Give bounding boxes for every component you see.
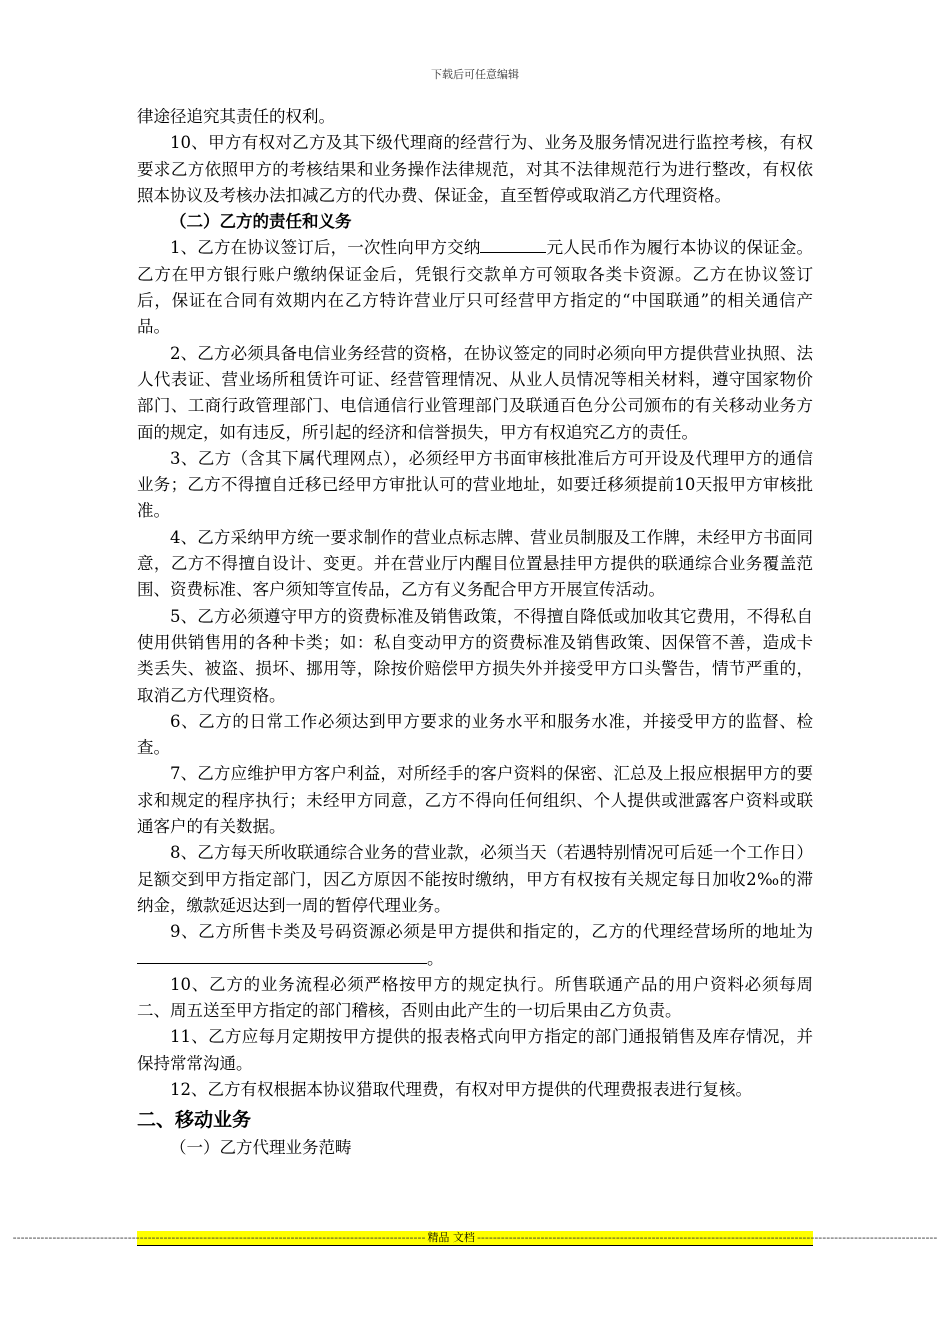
subsection-heading-scope: （一）乙方代理业务范畴 [170,1138,352,1158]
clause-a10: 10、甲方有权对乙方及其下级代理商的经营行为、业务及服务情况进行监控考核，有权要求乙方依照甲方的考核结果和业务操作法律规范，对其不法律规范行为进行整改，有权依照本协议及考核办法扣减乙方的代办费、保证金，直至暂停或取消乙方代理资格。 [137,133,813,205]
subsection-heading-b: （二）乙方的责任和义务 [170,212,352,232]
business-address-blank[interactable] [137,946,427,964]
clause-b4: 4、乙方采纳甲方统一要求制作的营业点标志牌、营业员制服及工作牌，未经甲方书面同意，乙方不得擅自设计、变更。并在营业厅内醒目位置悬挂甲方提供的联通综合业务覆盖范围、资费标准、客户须知等宣传品，乙方有义务配合甲方开展宣传活动。 [137,527,813,600]
clause-b11: 11、乙方应每月定期按甲方提供的报表格式向甲方指定的部门通报销售及库存情况，并保持常常沟通。 [137,1027,813,1073]
clause-b1-text-end: 元人民币作为履行本协议的保证金。乙方在甲方银行账户缴纳保证金后，凭银行交款单方可领取各类卡资源。乙方在协议签订后，保证在合同有效期内在乙方特许营业厅只可经营甲方指定的“中国联通”的相关通信产品。 [137,238,813,337]
document-body [137,104,813,1162]
clause-b5: 5、乙方必须遵守甲方的资费标准及销售政策，不得擅自降低或加收其它费用，不得私自使用供销售用的各种卡类；如：私自变动甲方的资费标准及销售政策、因保管不善，造成卡类丢失、被盗、损坏、挪用等，除按价赔偿甲方损失外并接受甲方口头警告，情节严重的，取消乙方代理资格。 [137,606,813,705]
clause-b2: 2、乙方必须具备电信业务经营的资格，在协议签定的同时必须向甲方提供营业执照、法人代表证、营业场所租赁许可证、经营管理情况、从业人员情况等相关材料，遵守国家物价部门、工商行政管理部门、电信通信行业管理部门及联通百色分公司颁布的有关移动业务方面的规定，如有违反，所引起的经济和信誉损失，甲方有权追究乙方的责任。 [137,343,813,442]
footer-dashes-right: -------------------------------------------------------------------------------------------------------------------- [476,1231,938,1244]
clause-b9-text-end: 。 [427,948,444,968]
clause-b8: 8、乙方每天所收联通综合业务的营业款，必须当天（若遇特别情况可后延一个工作日）足额交到甲方指定部门，因乙方原因不能按时缴纳，甲方有权按有关规定每日加收2‰的滞纳金，缴款延迟达到一周的暂停代理业务。 [137,843,813,915]
clause-b9 [137,919,813,972]
clause-b1 [137,235,813,340]
clause-b6: 6、乙方的日常工作必须达到甲方要求的业务水平和服务水准，并接受甲方的监督、检查。 [137,711,813,758]
footer-dashes-left: -------------------------------------------------------------------------------------------------------- [12,1231,426,1244]
deposit-amount-blank[interactable] [480,236,546,254]
page-header: 下载后可任意编辑 [431,68,519,81]
clause-b7: 7、乙方应维护甲方客户利益，对所经手的客户资料的保密、汇总及上报应根据甲方的要求和规定的程序执行；未经甲方同意，乙方不得向任何组织、个人提供或泄露客户资料或联通客户的有关数据。 [137,764,813,837]
clause-b12: 12、乙方有权根据本协议猎取代理费，有权对甲方提供的代理费报表进行复核。 [170,1079,752,1099]
clause-b9-text-start: 9、乙方所售卡类及号码资源必须是甲方提供和指定的，乙方的代理经营场所的地址为 [170,922,813,942]
footer-band [12,1231,938,1246]
footer-mark: 精品 文档 [427,1231,475,1244]
clause-b3: 3、乙方（含其下属代理网点），必须经甲方书面审核批准后方可开设及代理甲方的通信业务；乙方不得擅自迁移已经甲方审批认可的营业地址，如要迁移须提前10天报甲方审核批准。 [137,448,813,521]
section-heading-mobile-business: 二、移动业务 [137,1109,252,1132]
clause-b10: 10、乙方的业务流程必须严格按甲方的规定执行。所售联通产品的用户资料必须每周二、周五送至甲方指定的部门稽核，否则由此产生的一切后果由乙方负责。 [137,974,813,1021]
paragraph-continuation: 律途径追究其责任的权利。 [137,107,335,126]
clause-b1-text-start: 1、乙方在协议签订后，一次性向甲方交纳 [170,238,481,258]
